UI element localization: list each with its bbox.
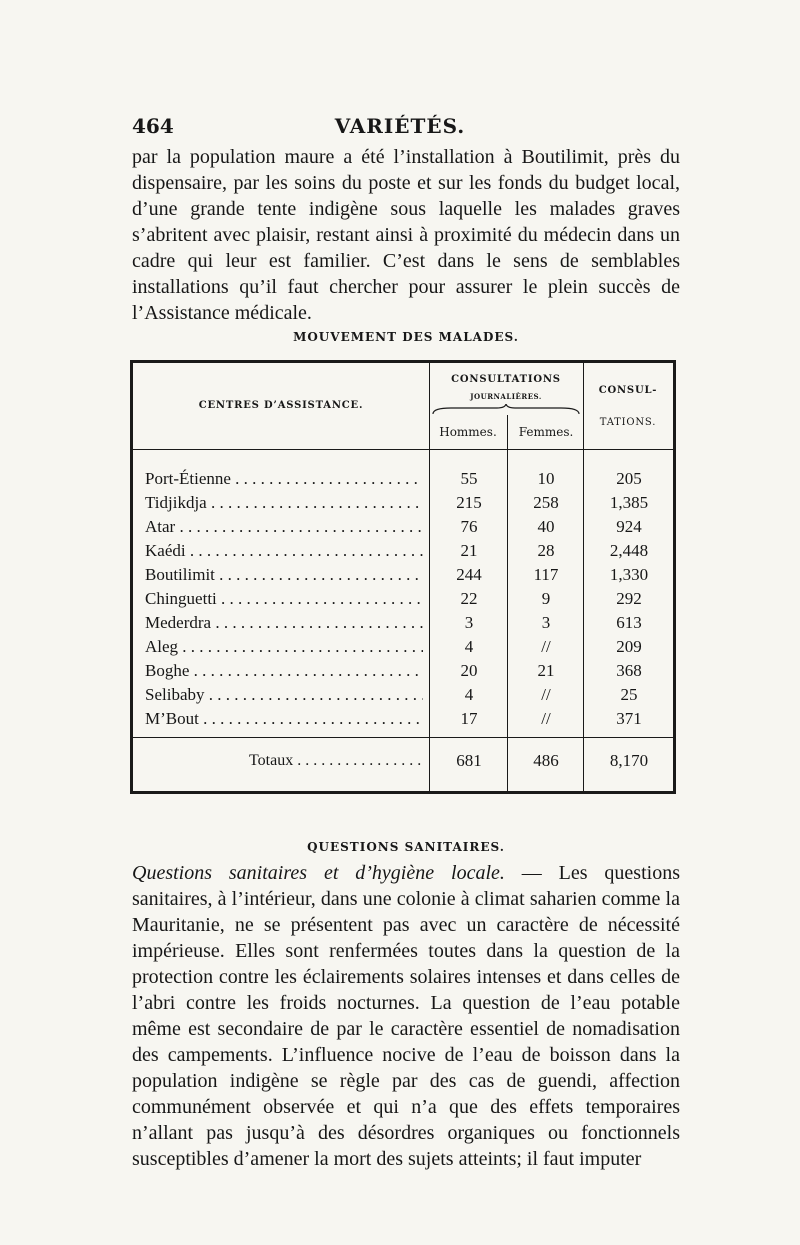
table-row [133,515,673,539]
hommes-value: 215 [456,493,482,512]
femmes-value: 40 [537,517,555,536]
hommes-value: 244 [456,565,482,584]
femmes-value: 117 [533,565,559,584]
totals-rule [133,737,673,738]
consultations-value: 25 [620,685,638,704]
consultations-value: 1,330 [609,565,649,584]
centre-name: Boghe . . . [145,659,423,683]
header-consultations: CONSUL- [598,385,658,396]
hommes-value: 21 [460,541,478,560]
consultations-value: 924 [616,517,642,536]
brace-icon [431,404,581,416]
total-femmes: 486 [533,751,559,770]
header-femmes: Femmes. [518,425,574,439]
table-row [133,683,673,707]
table-row [133,491,673,515]
hommes-value: 76 [460,517,478,536]
hommes-value: 20 [460,661,478,680]
hommes-value: 3 [464,613,474,632]
femmes-value: 28 [537,541,555,560]
patients-table [130,360,676,794]
consultations-value: 2,448 [609,541,649,560]
centre-name: M’Bout . . . [145,707,423,731]
table-row [133,611,673,635]
total-hommes: 681 [456,751,482,770]
centre-name: Boutilimit . . . [145,563,423,587]
header-centres: CENTRES D’ASSISTANCE. [198,400,364,411]
consultations-value: 209 [616,637,642,656]
hommes-value: 4 [464,685,474,704]
centre-name: Kaédi . . . [145,539,423,563]
questions-body-text: — Les questions sanitaires, à l’intérieur, dans une colonie à climat saharien comme la Mauritanie, ne se présentent pas avec un caractère de nécessité impérieuse. Elles sont renfermées toutes dans la question de la protection contre les éclairements solaires intenses et dans celles de l’abri contre les froids nocturnes. La question de l’eau potable même est secondaire de par le caractère essentiel de nomadisation des campements. L’influence nocive de l’eau de boisson dans la population indigène se règle par des cas de guendi, affection communément observée et qui n’a que des effets temporaires n’allant pas jusqu’à des désordres organiques ou fonctionnels susceptibles d’amener la mort des sujets atteints; il faut imputer [132,862,680,1170]
running-head: VARIÉTÉS. [334,114,466,138]
header-consultations-journalieres: CONSULTATIONS [451,374,561,385]
section-title: QUESTIONS SANITAIRES. [307,840,505,854]
totals-label: Totaux . . . [249,749,423,773]
consultations-value: 368 [616,661,642,680]
consultations-value: 1,385 [609,493,649,512]
header-journalieres: JOURNALIÈRES. [470,392,542,401]
table-row [133,659,673,683]
page-number: 464 [132,114,174,138]
centre-name: Aleg . . . [145,635,423,659]
femmes-value: 258 [533,493,559,512]
table-row [133,635,673,659]
header-hommes: Hommes. [439,425,497,439]
lead-italic-text: Questions sanitaires et d’hygiène locale. [132,862,505,884]
total-consultations: 8,170 [609,751,649,770]
femmes-value: // [541,685,551,704]
consultations-value: 205 [616,469,642,488]
femmes-value: // [541,709,551,728]
femmes-value: // [541,637,551,656]
questions-paragraph [132,860,680,1172]
table-row [133,539,673,563]
centre-name: Chinguetti . . . [145,587,423,611]
centre-name: Tidjikdja . . . [145,491,423,515]
table-row [133,707,673,731]
femmes-value: 21 [537,661,555,680]
femmes-value: 3 [541,613,551,632]
consultations-value: 292 [616,589,642,608]
intro-paragraph: par la population maure a été l’installation à Boutilimit, près du dispensaire, par les soins du poste et sur les fonds du budget local, d’une grande tente indigène sous laquelle les malades graves s’abritent avec plaisir, restant ainsi à proximité du médecin dans un cadre qui leur est familier. C’est dans le sens de semblables installations qu’il faut chercher pour assurer le plein succès de l’Assistance médicale. [132,146,680,324]
hommes-value: 17 [460,709,478,728]
header-rule [133,449,673,450]
centre-name: Port-Étienne . . . [145,467,423,491]
consultations-value: 371 [616,709,642,728]
totals-row [133,749,673,773]
header-tations: TATIONS. [599,417,657,428]
table-row [133,587,673,611]
femmes-value: 10 [537,469,555,488]
centre-name: Atar . . . [145,515,423,539]
hommes-value: 55 [460,469,478,488]
hommes-value: 4 [464,637,474,656]
centre-name: Selibaby . . . [145,683,423,707]
femmes-value: 9 [541,589,551,608]
hommes-value: 22 [460,589,478,608]
table-title: MOUVEMENT DES MALADES. [293,330,519,344]
table-row [133,563,673,587]
consultations-value: 613 [616,613,642,632]
centre-name: Mederdra . . . [145,611,423,635]
table-row [133,467,673,491]
